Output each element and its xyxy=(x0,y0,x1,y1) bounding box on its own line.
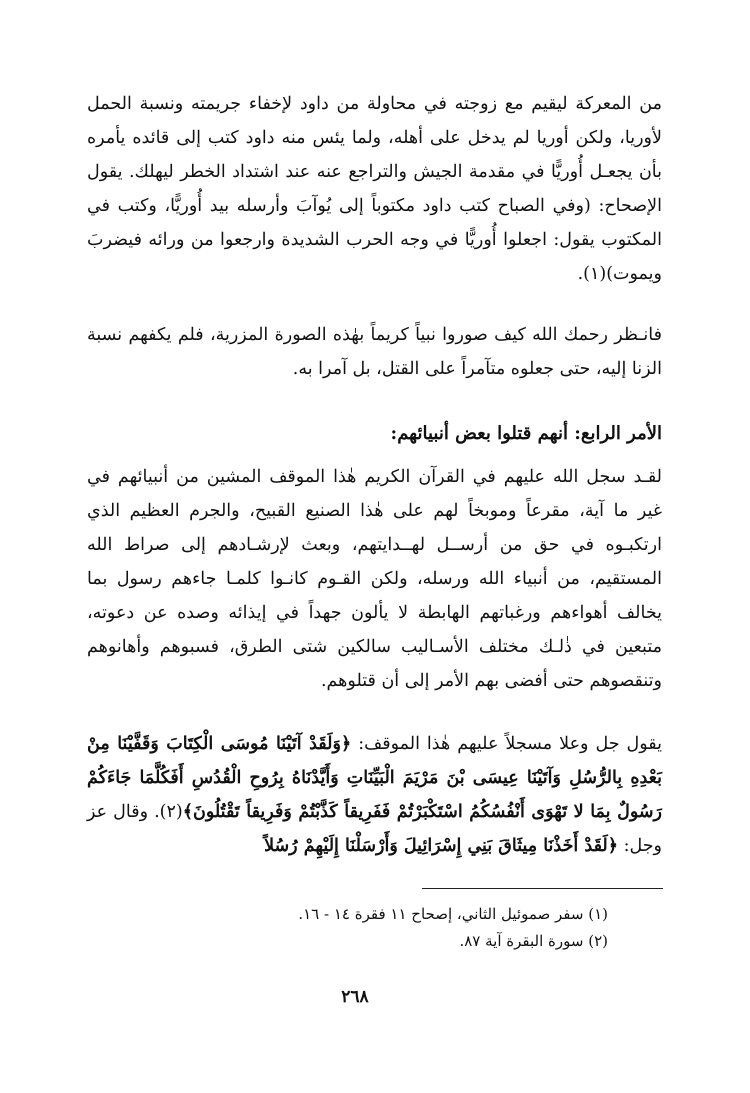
footnote-divider xyxy=(422,888,663,889)
quran-verse-1: ﴿وَلَقَدْ آتَيْنَا مُوسَى الْكِتَابَ وَقَفَّيْنَا مِنْ بَعْدِهِ بِالرُّسُلِ وَآتَيْنَا عِيسَى بْنَ مَرْيَمَ الْبَيِّنَاتِ وَأَيَّدْنَاهُ بِرُوحِ الْقُدُسِ أَفَكُلَّمَا جَاءَكُمْ رَسُولٌ بِمَا لا تَهْوَى أَنْفُسُكُمُ اسْتَكْبَرْتُمْ فَفَرِيقاً كَذَّبْتُمْ وَفَرِيقاً تَقْتُلُونَ﴾ xyxy=(87,734,663,822)
page-number: ٢٦٨ xyxy=(341,987,369,1007)
paragraph-4 xyxy=(87,727,662,863)
paragraph-3: لقـد سجل الله عليهم في القرآن الكريم هٰذا الموقف المشين من أنبيائهم في غير ما آية، مقرعاً وموبخاً لهم على هٰذا الصنيع القبيح، والجرم العظيم الذي ارتكبـوه في حق من أرســل لهــدايتهم، وبعث لإرشـادهم إلى صراط الله المستقيم، من أنبياء الله ورسله، ولكن القـوم كانـوا كلمـا جاءهم رسول بما يخالف أهواءهم ورغباتهم الهابطة لا يألون جهداً في إيذائه وصده عن دعوته، متبعين في ذٰلـك مختلف الأسـاليب سالكين شتى الطرق، فسبوهم وأهانوهم وتنقصوهم حتى أفضى بهم الأمر إلى أن قتلوهم. xyxy=(87,467,662,691)
paragraph-4-mid: وقال عز وجل: xyxy=(87,802,662,856)
footnote-1: (١) سفر صموئيل الثاني، إصحاح ١١ فقرة ١٤ - ١٦. xyxy=(298,905,608,923)
paragraph-4-intro: يقول جل وعلا مسجلاً عليهم هٰذا الموقف: xyxy=(351,734,663,754)
footnote-ref-2: (٢). xyxy=(148,802,183,822)
footnotes xyxy=(148,901,608,955)
section-heading: الأمر الرابع: أنهم قتلوا بعض أنبيائهم: xyxy=(390,423,662,444)
paragraph-2: فانـظر رحمك الله كيف صوروا نبياً كريماً بهٰذه الصورة المزرية، فلم يكفهم نسبة الزنا إليه، حتى جعلوه متآمراً على القتل، بل آمرا به. xyxy=(87,325,662,379)
paragraph-1: من المعركة ليقيم مع زوجته في محاولة من داود لإخفاء جريمته ونسبة الحمل لأوريا، ولكن أوريا لم يدخل على أهله، ولما يئس منه داود كتب إلى قائده يأمره بأن يجعـل أُوريًّا في مقدمة الجيش والتراجع عنه عند اشتداد الخطر ليهلك. يقول الإصحاح: (وفي الصباح كتب داود مكتوباً إلى يُوآبَ وأرسله بيد أُوريًّا، وكتب في المكتوب يقول: اجعلوا أُوريًّا في وجه الحرب الشديدة وارجعوا من ورائه فيضربَ ويموت)(١). xyxy=(87,94,662,284)
footnote-2: (٢) سورة البقرة آية ٨٧. xyxy=(459,932,608,950)
quran-verse-2: ﴿لَقَدْ أَخَذْنَا مِيثَاقَ بَنِي إِسْرَائِيلَ وَأَرْسَلْنَا إِلَيْهِمْ رُسُلاً xyxy=(264,836,619,856)
